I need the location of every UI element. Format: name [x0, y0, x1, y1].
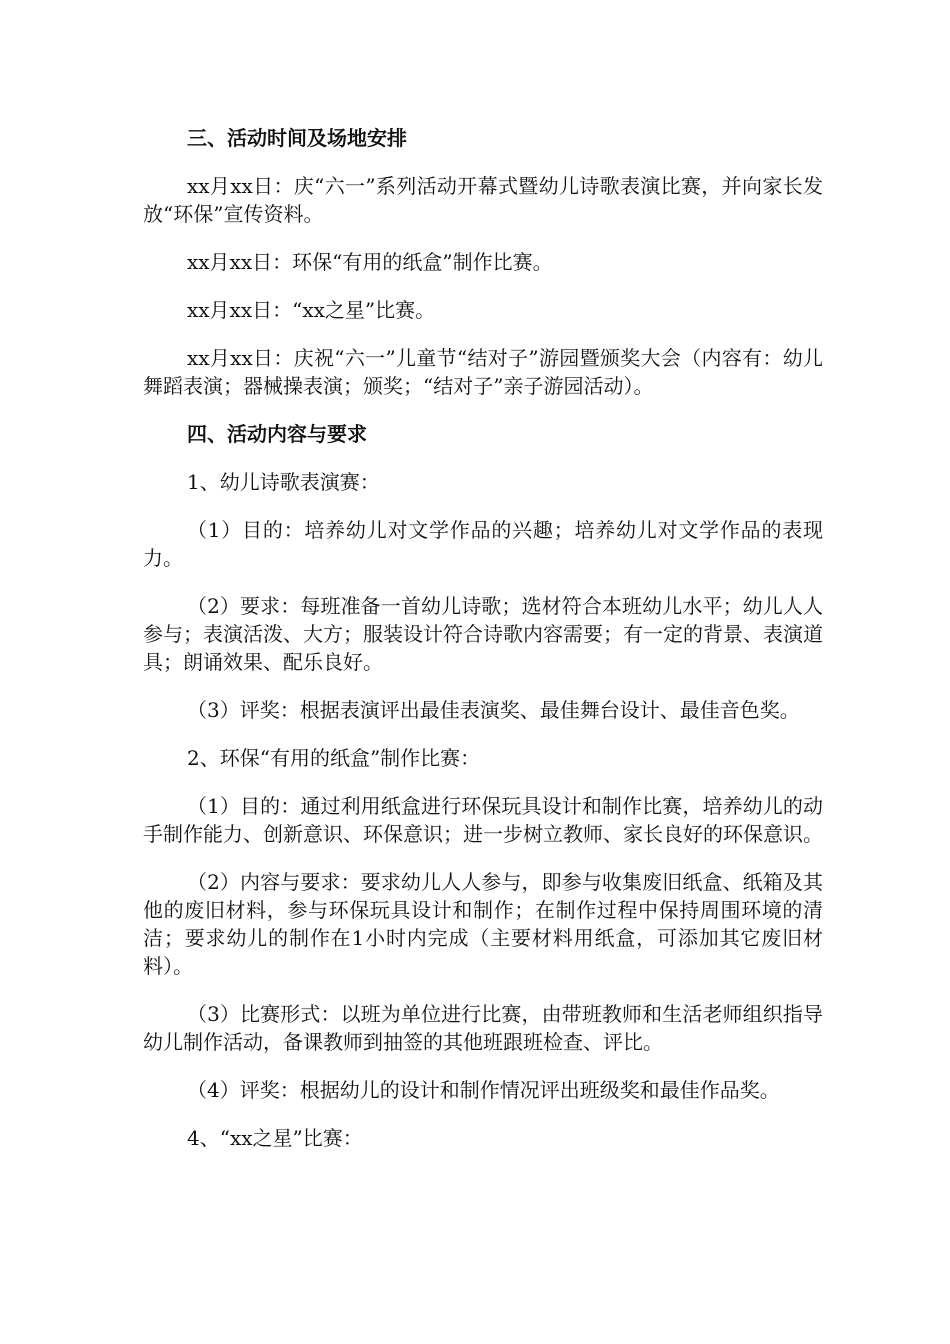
poetry-contest-goal: （1）目的：培养幼儿对文学作品的兴趣；培养幼儿对文学作品的表现力。 [143, 518, 823, 570]
box-contest-requirements: （2）内容与要求：要求幼儿人人参与，即参与收集废旧纸盒、纸箱及其他的废旧材料，参与环保玩具设计和制作；在制作过程中保持周围环境的清洁；要求幼儿的制作在1小时内完成（主要材料用纸盒，可添加其它废旧材料）。 [143, 870, 823, 978]
schedule-item-1: xx月xx日：庆“六一”系列活动开幕式暨幼儿诗歌表演比赛，并向家长发放“环保”宣传资料。 [143, 174, 823, 226]
box-contest-title: 2、环保“有用的纸盒”制作比赛： [187, 746, 481, 770]
document-body [143, 124, 823, 1172]
schedule-item-2: xx月xx日：环保“有用的纸盒”制作比赛。 [187, 250, 553, 274]
schedule-item-3: xx月xx日：“xx之星”比赛。 [187, 298, 436, 322]
box-contest-format: （3）比赛形式：以班为单位进行比赛，由带班教师和生活老师组织指导幼儿制作活动，备课教师到抽签的其他班跟班检查、评比。 [143, 1002, 823, 1054]
poetry-contest-awards: （3）评奖：根据表演评出最佳表演奖、最佳舞台设计、最佳音色奖。 [187, 698, 800, 722]
star-contest-title: 4、“xx之星”比赛： [187, 1126, 363, 1150]
schedule-item-4: xx月xx日：庆祝“六一”儿童节“结对子”游园暨颁奖大会（内容有：幼儿舞蹈表演；器械操表演；颁奖；“结对子”亲子游园活动）。 [143, 346, 823, 398]
box-contest-goal: （1）目的：通过利用纸盒进行环保玩具设计和制作比赛，培养幼儿的动手制作能力、创新意识、环保意识；进一步树立教师、家长良好的环保意识。 [143, 794, 823, 846]
poetry-contest-requirements: （2）要求：每班准备一首幼儿诗歌；选材符合本班幼儿水平；幼儿人人参与；表演活泼、大方；服装设计符合诗歌内容需要；有一定的背景、表演道具；朗诵效果、配乐良好。 [143, 594, 823, 674]
poetry-contest-title: 1、幼儿诗歌表演赛： [187, 470, 380, 494]
box-contest-awards: （4）评奖：根据幼儿的设计和制作情况评出班级奖和最佳作品奖。 [187, 1078, 780, 1102]
section-4-heading: 四、活动内容与要求 [187, 422, 367, 446]
section-3-heading: 三、活动时间及场地安排 [187, 126, 407, 150]
